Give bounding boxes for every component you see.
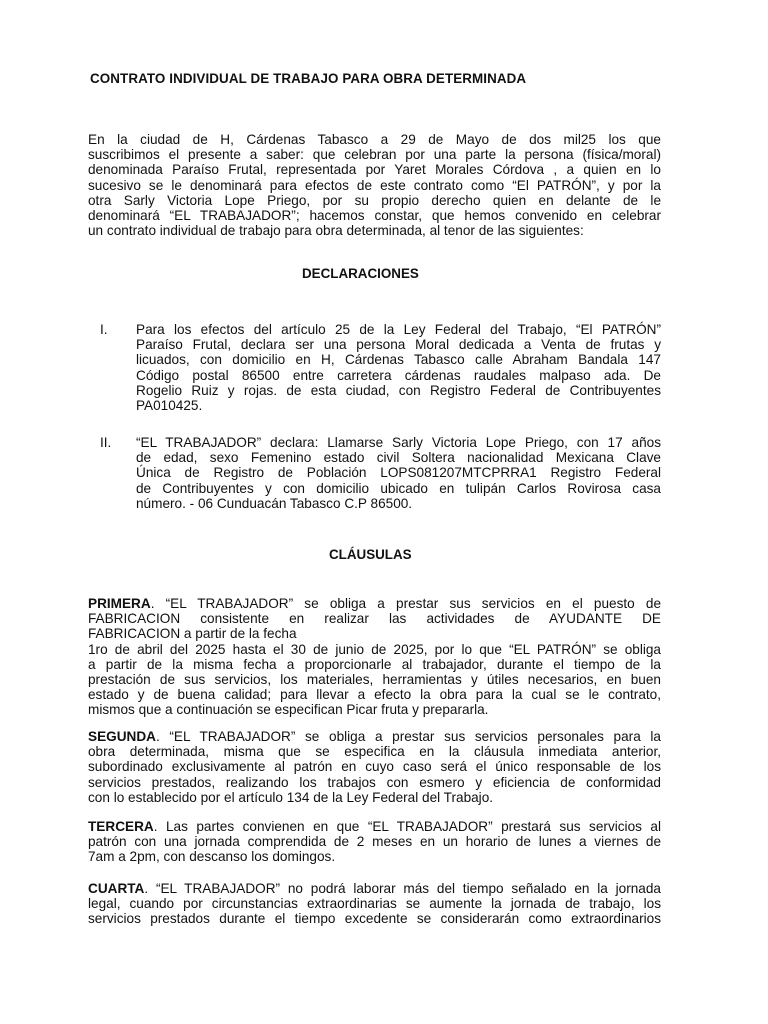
intro-line: suscribimos el presente a saber: que celebran por una parte la persona (física/moral) bbox=[88, 147, 661, 163]
clausula-line: subordinado exclusivamente al patrón en cuyo caso será el único responsable de los bbox=[88, 759, 661, 775]
intro-line: En la ciudad de H, Cárdenas Tabasco a 29 de Mayo de dos mil25 los que bbox=[88, 132, 661, 147]
clausula-text: . “EL TRABAJADOR” se obliga a prestar sus servicios personales para la bbox=[155, 729, 661, 744]
clausula-label: SEGUNDA bbox=[88, 729, 156, 744]
clausula-line: obra determinada, misma que se especifica en la cláusula inmediata anterior, bbox=[88, 744, 661, 760]
clausula-line: mismos que a continuación se especifican Picar fruta y prepararla. bbox=[88, 702, 489, 718]
declaraciones-heading: DECLARACIONES bbox=[302, 266, 419, 281]
clausula-line: con lo establecido por el artículo 134 de la Ley Federal del Trabajo. bbox=[88, 789, 494, 805]
declaracion-line: número. - 06 Cunduacán Tabasco C.P 86500. bbox=[136, 495, 413, 511]
intro-line: denominará “EL TRABAJADOR”; hacemos constar, que hemos convenido en celebrar bbox=[88, 208, 661, 224]
clausula-line: servicios prestados, realizando los trabajos con esmero y eficiencia de conformidad bbox=[88, 774, 661, 790]
declaracion-line: licuados, con domicilio en H, Cárdenas Tabasco calle Abraham Bandala 147 bbox=[136, 352, 661, 368]
clausulas-heading: CLÁUSULAS bbox=[329, 547, 412, 562]
clausula-label: TERCERA bbox=[88, 819, 154, 834]
clausula-tercera bbox=[88, 819, 661, 865]
intro-line: otra Sarly Victoria Lope Priego, por su propio derecho quien en delante de le bbox=[88, 192, 661, 208]
clausula-primera bbox=[88, 596, 661, 718]
intro-line: denominada Paraíso Frutal, representada por Yaret Morales Córdova , a quien en lo bbox=[88, 162, 661, 178]
clausula-line: 1ro de abril del 2025 hasta el 30 de junio de 2025, por lo que “EL PATRÓN” se obliga bbox=[88, 641, 661, 657]
clausula-line: legal, cuando por circunstancias extraordinarias se aumente la jornada de trabajo, los bbox=[88, 896, 661, 912]
clausula-label: CUARTA bbox=[88, 881, 145, 896]
clausula-line bbox=[88, 729, 661, 744]
declaracion-line: “EL TRABAJADOR” declara: Llamarse Sarly Victoria Lope Priego, con 17 años bbox=[136, 435, 661, 450]
clausula-text: . “EL TRABAJADOR” se obliga a prestar sus servicios en el puesto de bbox=[150, 596, 661, 611]
declaracion-line: Única de Registro de Población LOPS081207MTCPRRA1 Registro Federal bbox=[136, 465, 661, 481]
clausula-line: prestación de sus servicios, los materiales, herramientas y útiles necesarios, en buen bbox=[88, 672, 661, 688]
declaracion-line: PA010425. bbox=[136, 398, 203, 414]
clausula-line bbox=[88, 819, 661, 834]
declaracion-line: Rogelio Ruiz y rojas. de esta ciudad, con Registro Federal de Contribuyentes bbox=[136, 382, 661, 398]
declaracion-body bbox=[136, 435, 661, 511]
clausula-line: FABRICACION a partir de la fecha bbox=[88, 626, 297, 642]
declaracion-item bbox=[100, 435, 661, 511]
declaracion-line: Código postal 86500 entre carretera cárdenas raudales malpaso ada. De bbox=[136, 367, 661, 383]
declaracion-number: II. bbox=[100, 435, 112, 450]
declaracion-line: Para los efectos del artículo 25 de la Ley Federal del Trabajo, “El PATRÓN” bbox=[136, 322, 661, 337]
clausula-label: PRIMERA bbox=[88, 596, 151, 611]
declaracion-body bbox=[136, 322, 661, 413]
clausula-line: 7am a 2pm, con descanso los domingos. bbox=[88, 849, 336, 865]
clausula-cuarta bbox=[88, 881, 661, 927]
document-title: CONTRATO INDIVIDUAL DE TRABAJO PARA OBRA DETERMINADA bbox=[90, 71, 527, 86]
declaracion-line: de Contribuyentes y con domicilio ubicado en tulipán Carlos Rovirosa casa bbox=[136, 480, 661, 496]
declaracion-number: I. bbox=[100, 322, 108, 337]
intro-paragraph bbox=[88, 132, 661, 238]
clausula-line bbox=[88, 596, 661, 611]
clausula-text: . Las partes convienen en que “EL TRABAJADOR” prestará sus servicios al bbox=[153, 819, 661, 834]
clausula-line: servicios prestados durante el tiempo excedente se considerarán como extraordinarios bbox=[88, 911, 661, 927]
clausula-segunda bbox=[88, 729, 661, 805]
clausula-line: estado y de buena calidad; para llevar a efecto la obra para la cual se le contrato, bbox=[88, 687, 661, 703]
declaracion-item bbox=[100, 322, 661, 413]
clausula-line: a partir de la misma fecha a proporcionarle al trabajador, durante el tiempo de la bbox=[88, 656, 661, 672]
clausula-text: . “EL TRABAJADOR” no podrá laborar más del tiempo señalado en la jornada bbox=[144, 881, 661, 896]
clausula-line bbox=[88, 881, 661, 896]
clausula-line: FABRICACION consistente en realizar las actividades de AYUDANTE DE bbox=[88, 611, 661, 627]
intro-line: un contrato individual de trabajo para obra determinada, al tenor de las siguientes: bbox=[88, 223, 584, 239]
clausula-line: patrón con una jornada comprendida de 2 meses en un horario de lunes a viernes de bbox=[88, 834, 661, 850]
declaracion-line: Paraíso Frutal, declara ser una persona Moral dedicada a Venta de frutas y bbox=[136, 337, 661, 353]
declaracion-line: de edad, sexo Femenino estado civil Soltera nacionalidad Mexicana Clave bbox=[136, 450, 661, 466]
intro-line: sucesivo se le denominará para efectos de este contrato como “El PATRÓN”, y por la bbox=[88, 177, 661, 193]
